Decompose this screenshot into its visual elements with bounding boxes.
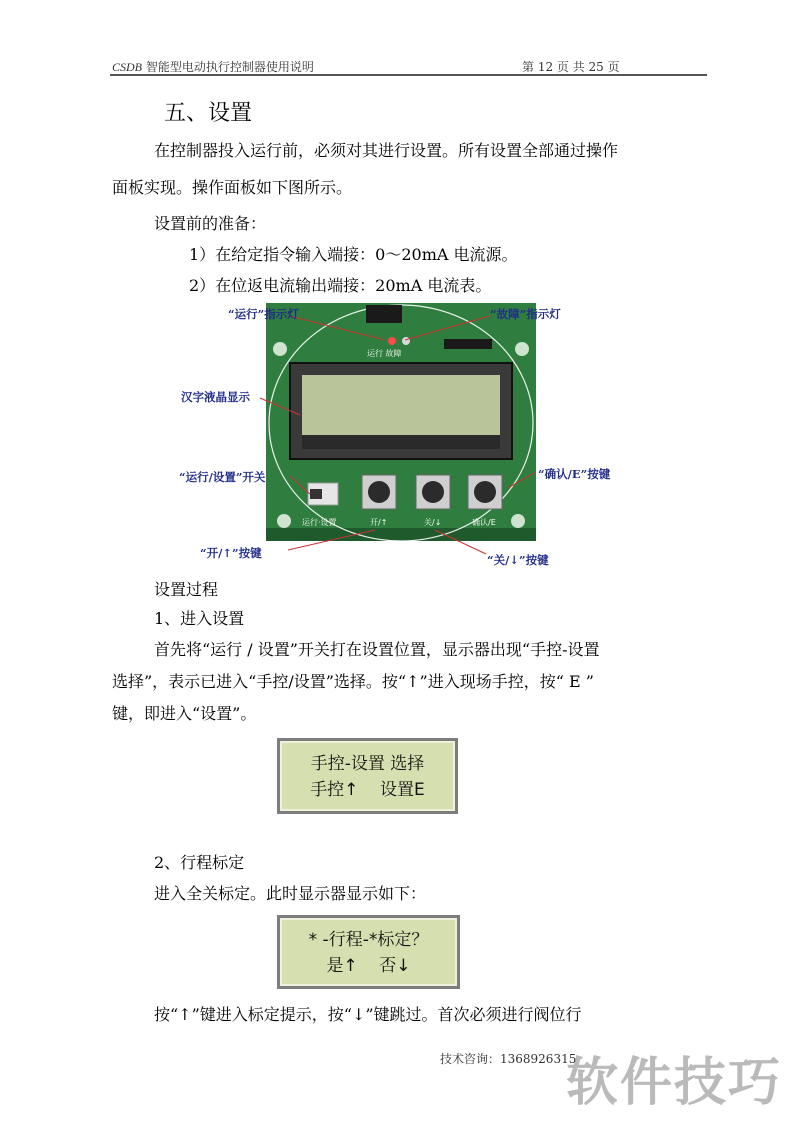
header-doc-title: 智能型电动执行控制器使用说明 [145, 60, 314, 74]
page-number: 第 12 页 共 25 页 [522, 60, 620, 74]
section-title: 五、设置 [164, 101, 253, 126]
step1-line-1: 首先将“运行 / 设置”开关打在设置位置，显示器出现“手控-设置 [154, 640, 600, 659]
intro-line-1: 在控制器投入运行前，必须对其进行设置。所有设置全部通过操作 [154, 141, 619, 160]
header-brand: CSDB [112, 60, 142, 74]
label-run-lamp: “运行”指示灯 [228, 307, 299, 321]
prep-item-1: 1）在给定指令输入端接：0～20mA 电流源。 [189, 245, 518, 264]
board-switch-text: 运行·设置 [302, 518, 337, 527]
figure-leader-lines [160, 300, 640, 570]
lcd1-line-1: 手控-设置 选择 [310, 754, 425, 774]
step1-line-2: 选择”，表示已进入“手控/设置”选择。按“↑”进入现场手控，按“ E ” [112, 672, 594, 691]
step1-title: 1、进入设置 [154, 609, 245, 628]
intro-line-2: 面板实现。操作面板如下图所示。 [112, 178, 353, 197]
label-lcd: 汉字液晶显示 [181, 390, 250, 404]
board-open-text: 开/↑ [370, 518, 388, 527]
prep-title: 设置前的准备： [154, 214, 267, 233]
step2-line-1: 进入全关标定。此时显示器显示如下： [154, 884, 427, 903]
lcd-display-travel-calibration [277, 915, 460, 989]
label-fault-lamp: “故障”指示灯 [490, 307, 561, 321]
step2-line-2: 按“↑”键进入标定提示，按“↓”键跳过。首次必须进行阀位行 [154, 1005, 582, 1024]
header-title [112, 58, 314, 75]
label-open-key: “开/↑”按键 [200, 546, 262, 560]
lcd2-line-1: * -行程-*标定？ [308, 930, 429, 950]
board-close-text: 关/↓ [424, 518, 442, 527]
lcd2-line-2: 是↑ 否↓ [326, 956, 411, 976]
lcd-display-mode-select [277, 738, 458, 814]
header-rule [110, 74, 707, 76]
board-confirm-text: 确认/E [472, 518, 496, 527]
label-confirm-key: “确认/E”按键 [538, 467, 611, 481]
step1-line-3: 键，即进入“设置”。 [112, 704, 257, 723]
watermark: 软件技巧 [566, 1053, 783, 1113]
prep-item-2: 2）在位返电流输出端接：20mA 电流表。 [189, 276, 492, 295]
label-close-key: “关/↓”按键 [487, 553, 549, 567]
lcd1-line-2: 手控↑ 设置E [310, 780, 425, 800]
board-led-text: 运行 故障 [367, 349, 402, 358]
label-run-set-switch: “运行/设置”开关 [179, 470, 266, 484]
process-title: 设置过程 [154, 580, 219, 599]
step2-title: 2、行程标定 [154, 853, 245, 872]
footer-contact: 技术咨询：1368926315 [440, 1052, 577, 1066]
